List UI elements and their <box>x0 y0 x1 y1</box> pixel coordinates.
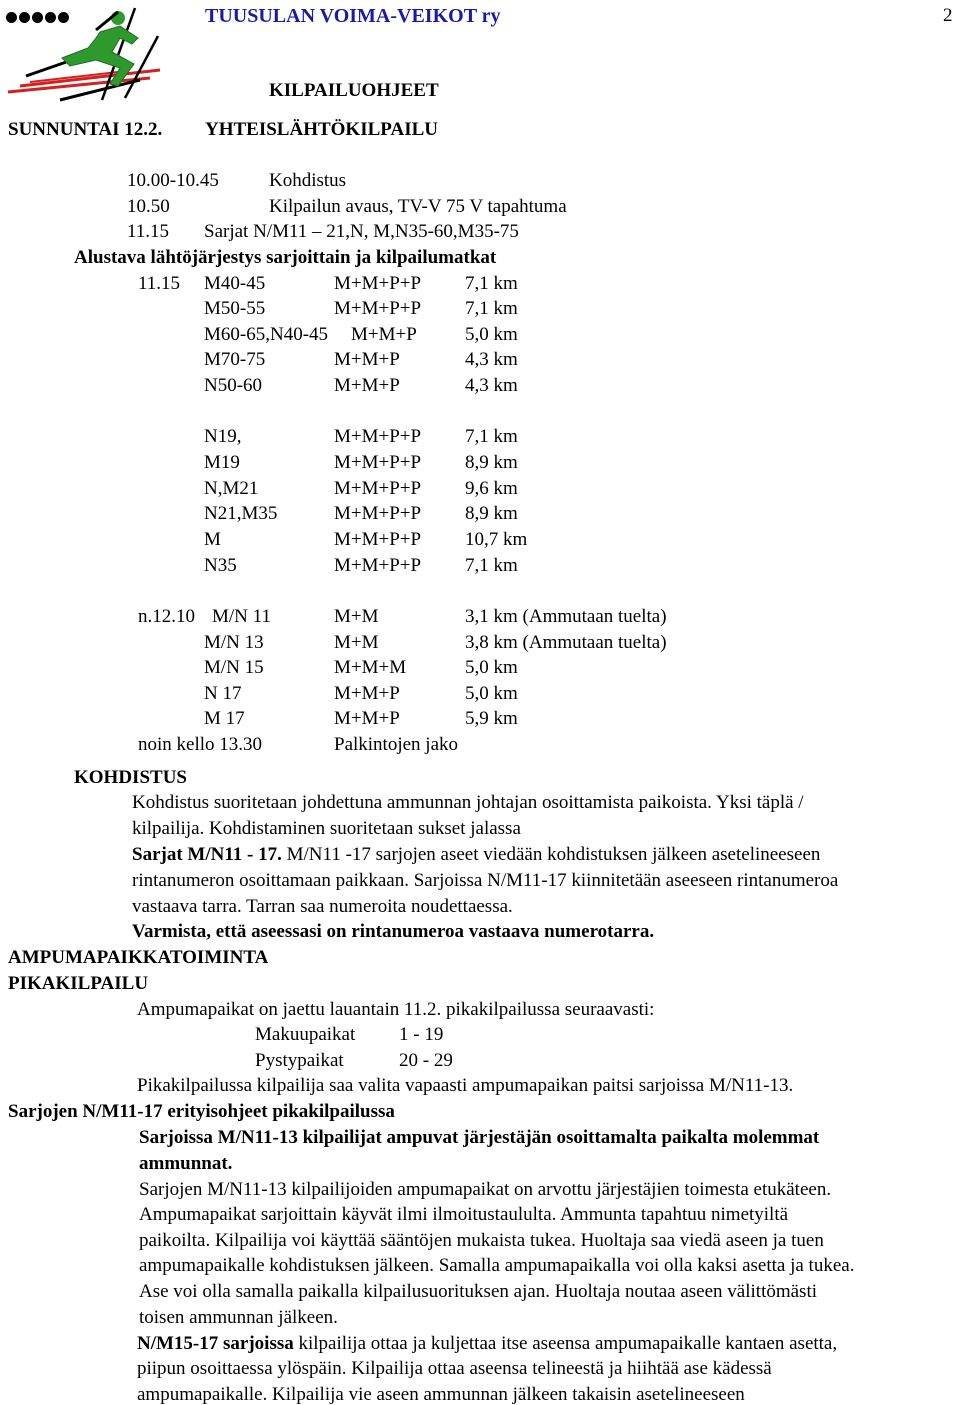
range-label: Makuupaikat <box>255 1024 356 1045</box>
class-label: M40-45 <box>204 273 266 294</box>
format-label: M+M+P+P <box>334 426 422 447</box>
paragraph-line: vastaava tarra. Tarran saa numeroita noudettaessa. <box>132 896 513 917</box>
format-label: M+M+M <box>334 657 407 678</box>
format-label: M+M+P <box>334 349 400 370</box>
awards-text: Palkintojen jako <box>334 734 459 755</box>
warning-line: Varmista, että aseessasi on rintanumeroa vastaava numerotarra. <box>132 921 655 942</box>
class-label: M/N 11 <box>212 606 271 627</box>
distance-label: 8,9 km <box>465 452 518 473</box>
paragraph-line <box>132 845 820 864</box>
paragraph-line: ammunnat. <box>139 1153 233 1174</box>
distance-label: 7,1 km <box>465 555 518 576</box>
class-label: N19, <box>204 426 242 447</box>
header-dots <box>6 7 71 29</box>
paragraph-line: Ampumapaikat on jaettu lauantain 11.2. pikakilpailussa seuraavasti: <box>137 999 655 1020</box>
format-label: M+M+P+P <box>334 503 422 524</box>
distance-label: 7,1 km <box>465 426 518 447</box>
class-label: M 17 <box>204 708 245 729</box>
format-label: M+M+P+P <box>334 298 422 319</box>
paragraph-line <box>137 1334 837 1353</box>
paragraph-line: Pikakilpailussa kilpailija saa valita vapaasti ampumapaikan paitsi sarjoissa M/N11-13. <box>137 1075 794 1096</box>
ampuma-heading: AMPUMAPAIKKATOIMINTA <box>8 947 269 968</box>
class-label: N35 <box>204 555 237 576</box>
distance-label: 10,7 km <box>465 529 528 550</box>
event-title: YHTEISLÄHTÖKILPAILU <box>205 119 438 140</box>
paragraph-line: piipun osoittaessa ylöspäin. Kilpailija ottaa aseensa telineestä ja hiihtää ase kädessä <box>137 1358 772 1379</box>
class-label: M50-55 <box>204 298 266 319</box>
distance-label: 7,1 km <box>465 298 518 319</box>
pikakilpailu-heading: PIKAKILPAILU <box>8 973 149 994</box>
sarjat-bold: Sarjat M/N11 - 17. <box>132 844 282 865</box>
erityis-heading: Sarjojen N/M11-17 erityisohjeet pikakilpailussa <box>8 1101 395 1122</box>
paragraph-line: rintanumeron osoittamaan paikkaan. Sarjoissa N/M11-17 kiinnitetään aseeseen rintanumeroa <box>132 870 839 891</box>
format-label: M+M <box>334 606 379 627</box>
format-label: M+M+P <box>351 324 417 345</box>
paragraph-line: ampumapaikalle. Kilpailija vie aseen ammunnan jälkeen takaisin asetelineeseen <box>137 1384 745 1405</box>
paragraph-line: Ampumapaikat sarjoittain käyvät ilmi ilmoitustaululta. Ammunta tapahtuu nimetyiltä <box>139 1204 789 1225</box>
class-label: N,M21 <box>204 478 259 499</box>
kohdistus-heading: KOHDISTUS <box>74 767 187 788</box>
class-label: M <box>204 529 221 550</box>
group-time: n.12.10 <box>138 606 195 627</box>
format-label: M+M+P <box>334 683 400 704</box>
format-label: M+M+P+P <box>334 452 422 473</box>
format-label: M+M+P+P <box>334 529 422 550</box>
distance-label: 5,0 km <box>465 683 518 704</box>
format-label: M+M+P+P <box>334 478 422 499</box>
paragraph-line: toisen ammunnan jälkeen. <box>139 1307 338 1328</box>
format-label: M+M+P+P <box>334 555 422 576</box>
doc-title: KILPAILUOHJEET <box>269 80 439 101</box>
schedule-text: Kohdistus <box>269 170 347 191</box>
format-label: M+M+P <box>334 375 400 396</box>
paragraph-text: kilpailija ottaa ja kuljettaa itse aseensa ampumapaikalle kantaen asetta, <box>293 1333 838 1354</box>
format-label: M+M+P <box>334 708 400 729</box>
day-title: SUNNUNTAI 12.2. <box>8 119 163 140</box>
paragraph-line: kilpailija. Kohdistaminen suoritetaan sukset jalassa <box>132 818 521 839</box>
format-label: M+M <box>334 632 379 653</box>
class-label: N21,M35 <box>204 503 278 524</box>
n-bold: N/M15-17 sarjoissa <box>137 1333 294 1354</box>
distance-label: 4,3 km <box>465 375 518 396</box>
class-label: M19 <box>204 452 240 473</box>
range-value: 1 - 19 <box>399 1024 444 1045</box>
distance-label: 7,1 km <box>465 273 518 294</box>
paragraph-line: Sarjoissa M/N11-13 kilpailijat ampuvat järjestäjän osoittamalta paikalta molemmat <box>139 1127 820 1148</box>
paragraph-line: Ase voi olla samalla paikalla kilpailusuorituksen ajan. Huoltaja noutaa aseen välittömästi <box>139 1281 818 1302</box>
paragraph-line: Kohdistus suoritetaan johdettuna ammunnan johtajan osoittamista paikoista. Yksi täplä / <box>132 792 804 813</box>
class-label: N50-60 <box>204 375 263 396</box>
org-name: TUUSULAN VOIMA-VEIKOT ry <box>205 5 501 27</box>
class-label: M60-65,N40-45 <box>204 324 329 345</box>
distance-label: 5,9 km <box>465 708 518 729</box>
schedule-time: 10.00-10.45 <box>127 170 219 191</box>
class-label: M70-75 <box>204 349 266 370</box>
class-label: M/N 15 <box>204 657 264 678</box>
distance-label: 3,1 km (Ammutaan tuelta) <box>465 606 667 627</box>
distance-label: 3,8 km (Ammutaan tuelta) <box>465 632 667 653</box>
schedule-time: 11.15 <box>127 221 170 242</box>
paragraph-line: Sarjojen M/N11-13 kilpailijoiden ampumapaikat on arvottu järjestäjien toimesta etukäteen. <box>139 1179 832 1200</box>
awards-time: noin kello 13.30 <box>138 734 263 755</box>
page-number: 2 <box>943 5 953 26</box>
paragraph-line: paikoilta. Kilpailija voi käyttää sääntöjen mukaista tukea. Huoltaja saa viedä aseen ja tuen <box>139 1230 824 1251</box>
distance-label: 5,0 km <box>465 324 518 345</box>
club-logo <box>0 0 175 111</box>
paragraph-line: ampumapaikalle kohdistuksen jälkeen. Samalla ampumapaikalla voi olla kaksi asetta ja tukea. <box>139 1255 855 1276</box>
distance-label: 5,0 km <box>465 657 518 678</box>
distance-label: 4,3 km <box>465 349 518 370</box>
schedule-text: Sarjat N/M11 – 21,N, M,N35-60,M35-75 <box>204 221 519 242</box>
range-value: 20 - 29 <box>399 1050 453 1071</box>
order-heading: Alustava lähtöjärjestys sarjoittain ja kilpailumatkat <box>74 247 497 268</box>
distance-label: 8,9 km <box>465 503 518 524</box>
class-label: M/N 13 <box>204 632 264 653</box>
class-label: N 17 <box>204 683 242 704</box>
distance-label: 9,6 km <box>465 478 518 499</box>
paragraph-text: M/N11 -17 sarjojen aseet viedään kohdistuksen jälkeen asetelineeseen <box>281 844 821 865</box>
range-label: Pystypaikat <box>255 1050 344 1071</box>
format-label: M+M+P+P <box>334 273 422 294</box>
group-time: 11.15 <box>138 273 181 294</box>
schedule-time: 10.50 <box>127 196 170 217</box>
schedule-text: Kilpailun avaus, TV-V 75 V tapahtuma <box>269 196 567 217</box>
